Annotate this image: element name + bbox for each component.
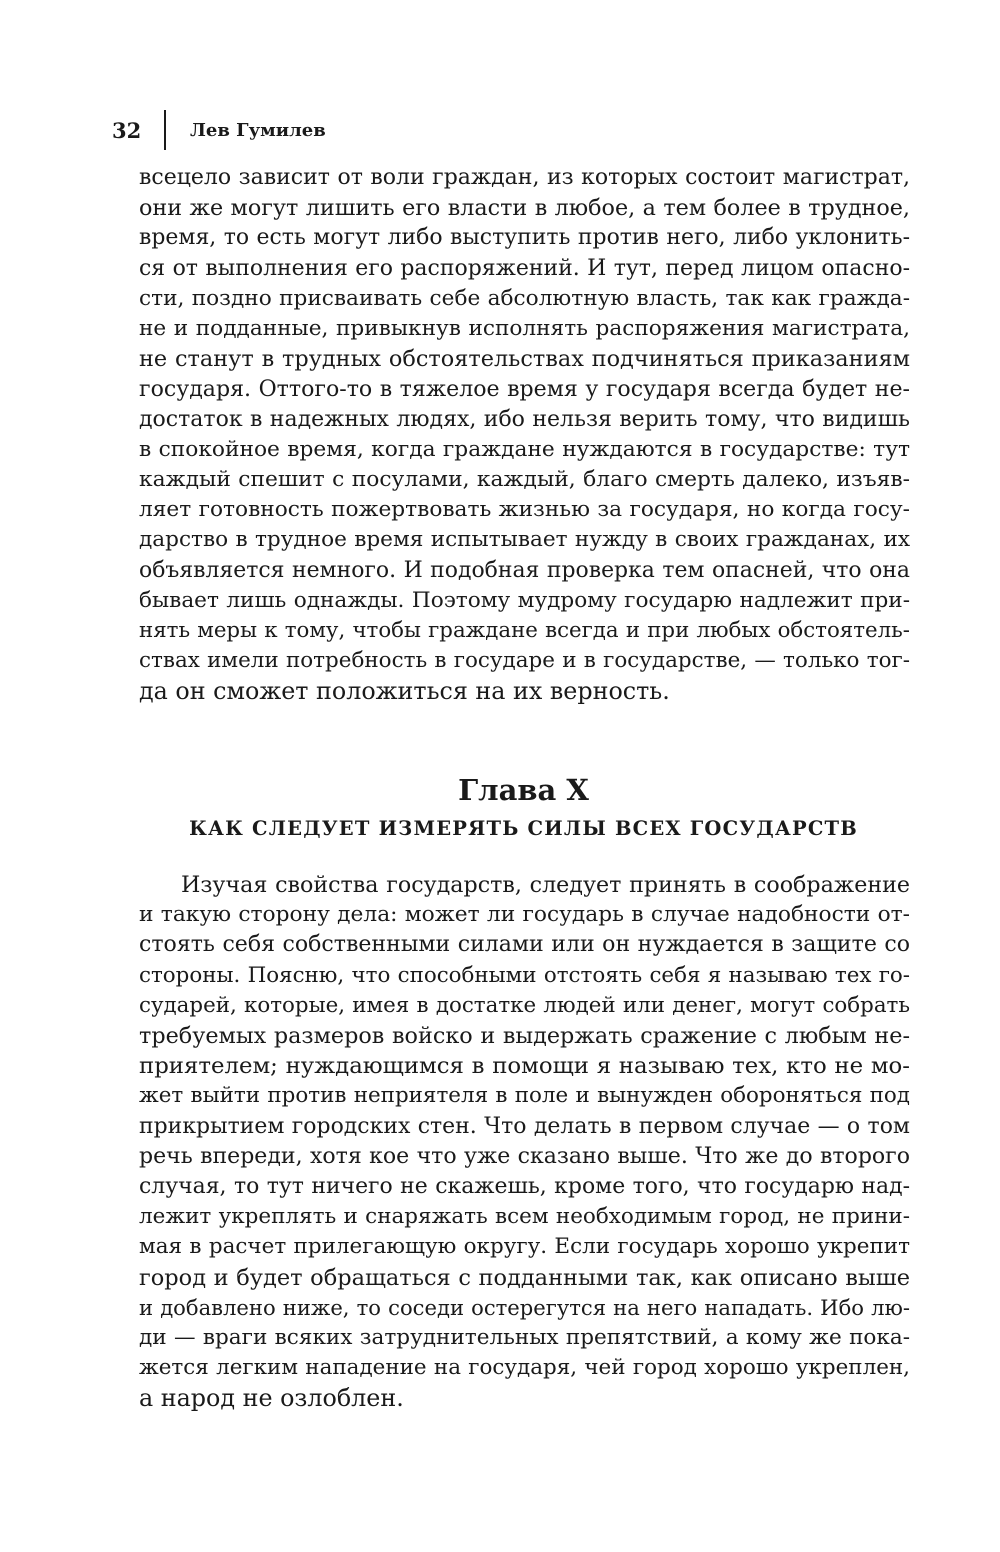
text-line: да он сможет положиться на их верность. xyxy=(139,677,670,706)
text-line: не и подданные, привыкнув исполнять распоряжения магистрата, xyxy=(139,316,910,342)
paragraph-continued xyxy=(139,163,910,707)
text-line: они же могут лишить его власти в любое, а тем более в трудное, xyxy=(139,195,910,222)
text-line: всецело зависит от воли граждан, из которых состоит магистрат, xyxy=(139,165,910,190)
text-line: сти, поздно присваивать себе абсолютную власть, так как гражда- xyxy=(139,285,910,311)
text-line: достаток в надежных людях, ибо нельзя верить тому, что видишь xyxy=(139,406,910,432)
text-line: дарство в трудное время испытывает нужду в своих гражданах, их xyxy=(139,527,910,553)
text-line: а народ не озлоблен. xyxy=(139,1384,404,1413)
running-header xyxy=(112,108,326,152)
text-line: и добавлено ниже, то соседи остерегутся на него нападать. Ибо лю- xyxy=(139,1294,910,1320)
text-line: объявляется немного. И подобная проверка тем опасней, что она xyxy=(139,557,910,583)
text-line: стоять себя собственными силами или он нуждается в защите со xyxy=(139,932,910,958)
chapter-paragraph xyxy=(139,870,910,1414)
page-number: 32 xyxy=(112,117,142,143)
text-line: ляет готовность пожертвовать жизнью за государя, но когда госу- xyxy=(139,497,910,523)
text-line: государя. Оттого-то в тяжелое время у государя всегда будет не- xyxy=(139,376,910,403)
text-line: лежит укреплять и снаряжать всем необходимым город, не прини- xyxy=(139,1204,910,1230)
text-line: в спокойное время, когда граждане нуждаются в государстве: тут xyxy=(139,436,910,462)
chapter-subtitle: КАК СЛЕДУЕТ ИЗМЕРЯТЬ СИЛЫ ВСЕХ ГОСУДАРСТВ xyxy=(189,817,858,840)
text-line: ствах имели потребность в государе и в государстве, — только тог- xyxy=(139,648,910,674)
text-line: стороны. Поясню, что способными отстоять себя я называю тех го- xyxy=(139,962,910,988)
text-line: жется легким нападение на государя, чей город хорошо укреплен, xyxy=(139,1355,910,1381)
text-line: время, то есть могут либо выступить против него, либо уклонить- xyxy=(139,225,910,251)
text-line: и такую сторону дела: может ли государь в случае надобности от- xyxy=(139,902,910,928)
text-line: бывает лишь однажды. Поэтому мудрому государю надлежит при- xyxy=(139,587,910,613)
chapter-title: Глава X xyxy=(458,773,589,807)
text-line: Изучая свойства государств, следует принять в соображение xyxy=(181,872,910,898)
text-line: не станут в трудных обстоятельствах подчиняться приказаниям xyxy=(139,346,910,373)
text-line: мая в расчет прилегающую округу. Если государь хорошо укрепит xyxy=(139,1234,910,1260)
text-line: город и будет обращаться с подданными так, как описано выше xyxy=(139,1264,910,1291)
text-line: требуемых размеров войско и выдержать сражение с любым не- xyxy=(139,1023,910,1050)
text-line: каждый спешит с посулами, каждый, благо смерть далеко, изъяв- xyxy=(139,467,910,493)
text-line: сударей, которые, имея в достатке людей или денег, могут собрать xyxy=(139,992,910,1018)
text-line: речь впереди, хотя кое что уже сказано выше. Что же до второго xyxy=(139,1143,910,1169)
text-line: ся от выполнения его распоряжений. И тут, перед лицом опасно- xyxy=(139,255,910,281)
running-header-author: Лев Гумилев xyxy=(190,119,326,141)
text-line: прикрытием городских стен. Что делать в первом случае — о том xyxy=(139,1113,910,1139)
text-line: нять меры к тому, чтобы граждане всегда и при любых обстоятель- xyxy=(139,618,910,644)
text-line: приятелем; нуждающимся в помощи я называю тех, кто не мо- xyxy=(139,1053,910,1080)
header-divider xyxy=(164,110,166,150)
text-line: жет выйти против неприятеля в поле и вынужден обороняться под xyxy=(139,1083,910,1109)
text-line: случая, то тут ничего не скажешь, кроме того, что государю над- xyxy=(139,1174,910,1200)
text-line: ди — враги всяких затруднительных препятствий, а кому же пока- xyxy=(139,1325,910,1351)
